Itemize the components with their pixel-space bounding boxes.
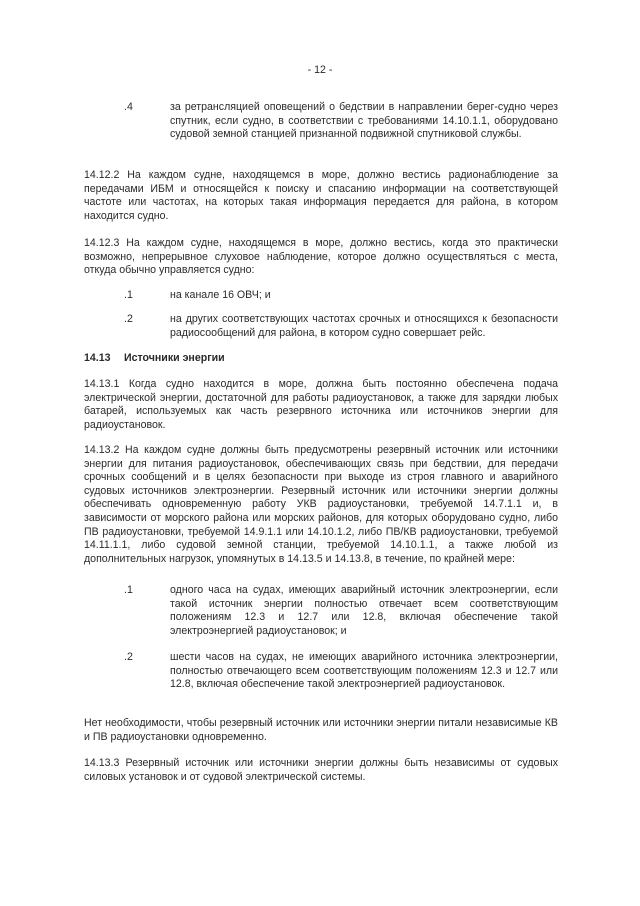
page-number: - 12 - — [307, 64, 333, 76]
paragraph-note: Нет необходимости, чтобы резервный источник или источники энергии питали независимые КВ и ПВ радиоустановки одновременно. — [84, 717, 558, 743]
list-item-text: за ретрансляцией оповещений о бедствии в направлении берег-судно через спутник, если судно, в соответствии с требованиями 14.10.1.1, оборудовано судовой земной станцией признанной подвижной спутниковой службы. — [170, 101, 558, 141]
paragraph-14-13-1: 14.13.1 Когда судно находится в море, должна быть постоянно обеспечена подача электрической энергии, достаточной для работы радиоустановок, а также для зарядки любых батарей, используемых как часть резервного источника или источников энергии для радиоустановок. — [84, 378, 558, 431]
list-item-number: .1 — [124, 584, 133, 596]
section-number: 14.13 — [84, 352, 111, 364]
list-item-number: .4 — [124, 101, 133, 113]
list-item-number: .2 — [124, 313, 133, 325]
section-title: Источники энергии — [124, 352, 225, 364]
paragraph-14-13-2: 14.13.2 На каждом судне должны быть предусмотрены резервный источник или источники энергии для питания радиоустановок, обеспечивающих связь при бедствии, для передачи срочных сообщений и в целях безопасности при выходе из строя главного и аварийного судовых источников электроэнергии. Резервный источник или источники энергии должны обеспечивать одновременную работу УКВ радиоустановки, требуемой 14.7.1.1 и, в зависимости от морского района или морских районов, для которых оборудовано судно, либо ПВ радиоустановки, требуемой 14.9.1.1 или 14.10.1.2, либо ПВ/КВ радиоустановки, требуемой 14.11.1.1, либо судовой земной станции, требуемой 14.10.1.1, а также любой из дополнительных нагрузок, упомянутых в 14.13.5 и 14.13.8, в течение, по крайней мере: — [84, 444, 558, 565]
list-item-text: одного часа на судах, имеющих аварийный источник электроэнергии, если такой источник энергии полностью отвечает всем соответствующим положениям 12.3 и 12.7 или 12.8, включая обеспечение такой электроэнергией радиоустановок; и — [170, 584, 558, 637]
paragraph-14-12-3: 14.12.3 На каждом судне, находящемся в море, должно вестись, когда это практически возможно, непрерывное слуховое наблюдение, которое должно осуществляться с места, откуда обычно управляется судно: — [84, 237, 558, 277]
list-item-text: на других соответствующих частотах срочных и относящихся к безопасности радиосообщений для района, в котором судно совершает рейс. — [170, 313, 558, 339]
list-item-number: .1 — [124, 289, 133, 301]
list-item-number: .2 — [124, 651, 133, 663]
paragraph-14-12-2: 14.12.2 На каждом судне, находящемся в море, должно вестись радионаблюдение за передачами ИБМ и относящейся к поиску и спасанию информации на соответствующей частоте или частотах, на которых такая информация передается для района, в котором находится судно. — [84, 169, 558, 222]
list-item-text: шести часов на судах, не имеющих аварийного источника электроэнергии, полностью отвечающего всем соответствующим положениям 12.3 и 12.7 или 12.8, включая обеспечение такой электроэнергией радиоустановок. — [170, 651, 558, 691]
paragraph-14-13-3: 14.13.3 Резервный источник или источники энергии должны быть независимы от судовых силовых установок и от судовой электрической системы. — [84, 757, 558, 783]
list-item-text: на канале 16 ОВЧ; и — [170, 289, 271, 301]
